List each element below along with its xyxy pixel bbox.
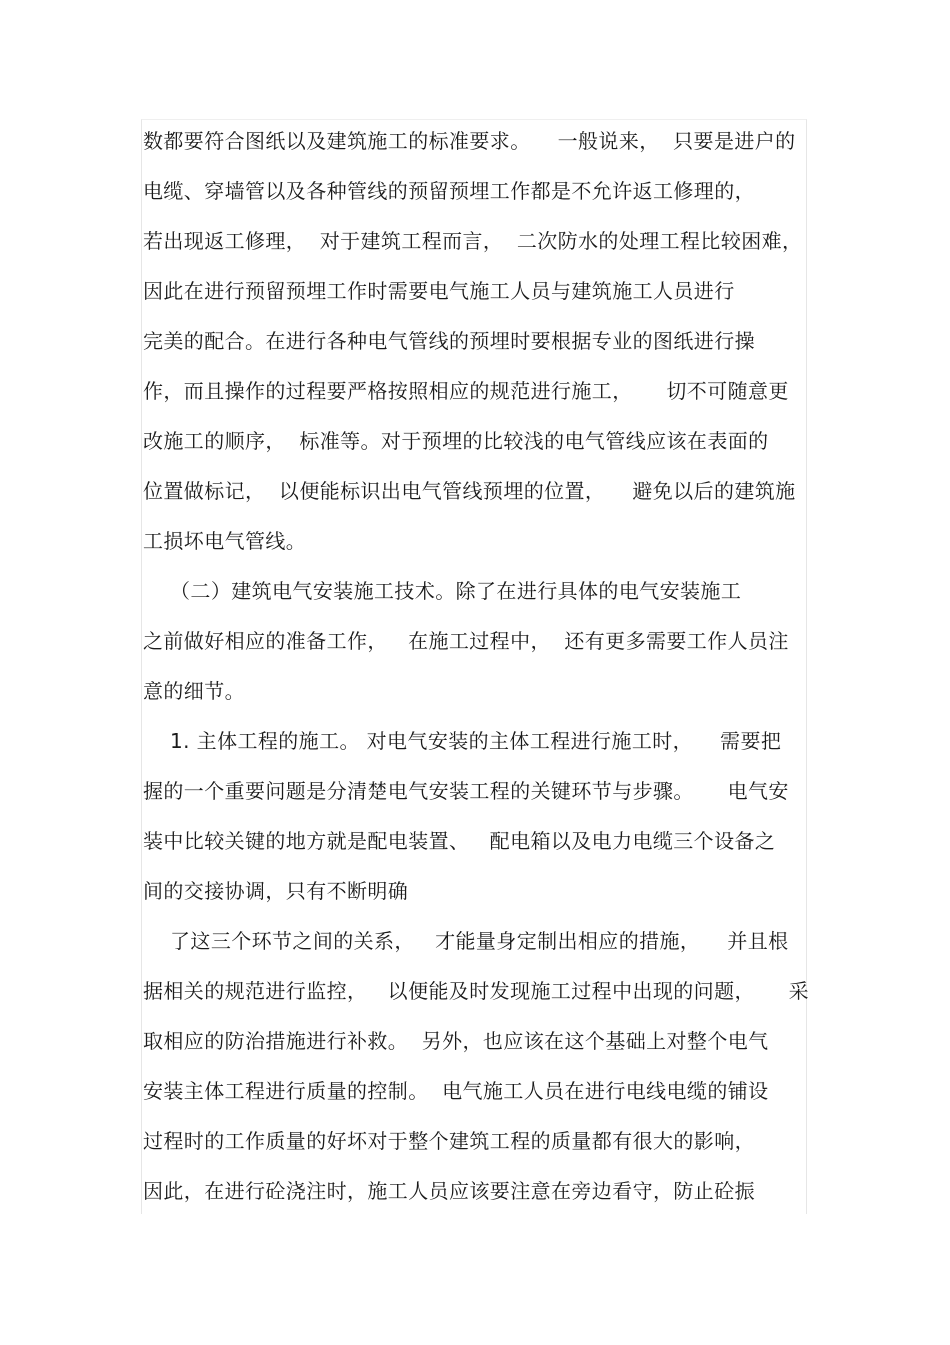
text-line: 完美的配合。在进行各种电气管线的预埋时要根据专业的图纸进行操 bbox=[143, 329, 755, 353]
text-line: 工损坏电气管线。 bbox=[143, 529, 307, 553]
text-line: 因此在进行预留预埋工作时需要电气施工人员与建筑施工人员进行 bbox=[143, 279, 735, 303]
text-line: 了这三个环节之间的关系， 才能量身定制出相应的措施， 并且根 bbox=[143, 929, 789, 953]
text-line: 握的一个重要问题是分清楚电气安装工程的关键环节与步骤。 电气安 bbox=[143, 779, 789, 803]
text-line: 若出现返工修理， 对于建筑工程而言， 二次防水的处理工程比较困难， bbox=[143, 229, 803, 253]
text-line: 之前做好相应的准备工作， 在施工过程中， 还有更多需要工作人员注 bbox=[143, 629, 789, 653]
text-line: 数都要符合图纸以及建筑施工的标准要求。 一般说来， 只要是进户的 bbox=[143, 129, 796, 153]
text-line: 因此，在进行砼浇注时，施工人员应该要注意在旁边看守，防止砼振 bbox=[143, 1179, 755, 1203]
text-line: 改施工的顺序， 标准等。对于预埋的比较浅的电气管线应该在表面的 bbox=[143, 429, 769, 453]
text-line: 意的细节。 bbox=[143, 679, 245, 703]
text-line: 1. 主体工程的施工。 对电气安装的主体工程进行施工时， 需要把 bbox=[143, 729, 782, 753]
text-line: 安装主体工程进行质量的控制。 电气施工人员在进行电线电缆的铺设 bbox=[143, 1079, 769, 1103]
text-line: 位置做标记， 以便能标识出电气管线预埋的位置， 避免以后的建筑施 bbox=[143, 479, 796, 503]
text-line: 装中比较关键的地方就是配电装置、 配电箱以及电力电缆三个设备之 bbox=[143, 829, 776, 853]
text-line: 电缆、穿墙管以及各种管线的预留预埋工作都是不允许返工修理的， bbox=[143, 179, 755, 203]
text-line: （二）建筑电气安装施工技术。除了在进行具体的电气安装施工 bbox=[143, 579, 742, 603]
text-line: 取相应的防治措施进行补救。 另外，也应该在这个基础上对整个电气 bbox=[143, 1029, 769, 1053]
text-line: 据相关的规范进行监控， 以便能及时发现施工过程中出现的问题， 采 bbox=[143, 979, 810, 1003]
text-line: 间的交接协调，只有不断明确 bbox=[143, 879, 409, 903]
text-line: 作，而且操作的过程要严格按照相应的规范进行施工， 切不可随意更 bbox=[143, 379, 789, 403]
text-line: 过程时的工作质量的好坏对于整个建筑工程的质量都有很大的影响， bbox=[143, 1129, 755, 1153]
